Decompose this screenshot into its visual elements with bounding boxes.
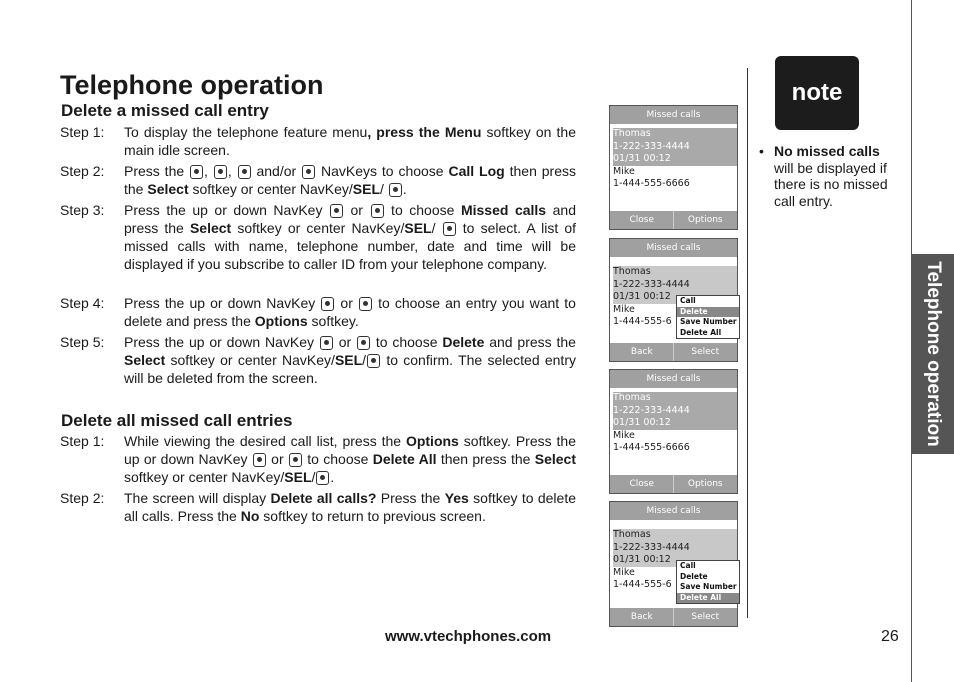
phone-screen-missed-calls [609,369,738,494]
step-label: Step 5: [60,334,105,350]
navkey-up-icon [190,165,203,179]
navkey-down-icon [289,453,302,467]
softkey-bar [610,211,737,229]
step [60,294,576,330]
step-label: Step 1: [60,124,105,140]
step-label: Step 2: [60,490,105,506]
step [60,333,576,387]
softkey-right[interactable]: Options [673,475,738,493]
softkey-bar [610,343,737,361]
navkey-down-icon [214,165,227,179]
softkey-left[interactable]: Close [629,479,655,489]
softkey-bar [610,475,737,493]
note-icon: note [775,56,859,130]
options-menu [676,560,740,604]
navkey-left-icon [238,165,251,179]
step-text: To display the telephone feature menu, press the Menu softkey on the main idle screen. [124,124,576,158]
section-heading-delete-all: Delete all missed call entries [61,411,293,430]
phone-screen-missed-calls [609,105,738,230]
phone-screen-options-menu [609,238,738,362]
navkey-up-icon [321,297,334,311]
menu-item[interactable]: Save Number [680,582,737,591]
list-item: Mike 1-444-555-6 [613,566,672,590]
screen-header: Missed calls [610,106,737,124]
menu-item-selected[interactable]: Delete [677,307,739,318]
step [60,489,576,525]
softkey-right[interactable]: Select [673,343,738,361]
menu-item[interactable]: Call [680,296,696,305]
navkey-up-icon [320,336,333,350]
list-item: Mike 1-444-555-6666 [613,429,690,453]
softkey-bar [610,608,737,626]
step-text: Press the , , and/or NavKeys to choose Call Log then press the Select softkey or center NavKey/SEL/ . [124,163,576,197]
section-heading-delete-entry: Delete a missed call entry [61,101,269,120]
step [60,162,576,198]
step-text: While viewing the desired call list, press the Options softkey. Press the up or down NavKey or to choose Delete All then press the Select softkey or center NavKey/SEL/ . [124,433,576,485]
step-text: The screen will display Delete all calls? Press the Yes softkey to delete all calls. Press the No softkey to return to previous screen. [124,490,576,524]
softkey-left[interactable]: Back [630,347,653,357]
navkey-down-icon [359,297,372,311]
list-item: Mike 1-444-555-6 [613,303,672,327]
navkey-down-icon [357,336,370,350]
navkey-up-icon [253,453,266,467]
center-navkey-icon [443,222,456,236]
menu-item[interactable]: Save Number [680,317,737,326]
step [60,201,576,273]
page-title: Telephone operation [60,70,324,100]
footer-url: www.vtechphones.com [385,628,552,645]
navkey-down-icon [371,204,384,218]
screen-header: Missed calls [610,239,737,257]
menu-item-selected[interactable]: Delete All [677,593,739,604]
step-text: Press the up or down NavKey or to choose Delete and press the Select softkey or center NavKey/SEL/ to confirm. The selected entry will be deleted from the screen. [124,334,576,386]
list-item: Mike 1-444-555-6666 [613,165,690,189]
page-number: 26 [881,628,899,645]
softkey-right[interactable]: Select [673,608,738,626]
menu-item[interactable]: Delete [680,571,708,581]
softkey-left[interactable]: Close [629,215,655,225]
step-label: Step 4: [60,295,105,311]
side-tab [911,254,954,454]
side-tab-label: Telephone operation [923,261,944,447]
screen-body [613,128,737,191]
step-label: Step 2: [60,163,105,179]
screen-header: Missed calls [610,502,737,520]
step-label: Step 1: [60,433,105,449]
phone-screen-options-menu [609,501,738,627]
center-navkey-icon [367,354,380,368]
step [60,432,576,486]
list-item-selected: Thomas 1-222-333-4444 01/31 00:12 [613,529,737,567]
center-navkey-icon [389,183,402,197]
softkey-right[interactable]: Options [673,211,738,229]
menu-item[interactable]: Delete All [680,327,722,337]
softkey-left[interactable]: Back [630,612,653,622]
screen-header: Missed calls [610,370,737,388]
divider [747,68,748,618]
list-item-selected: Thomas 1-222-333-4444 01/31 00:12 [613,392,737,430]
step-label: Step 3: [60,202,105,218]
screen-body [613,392,737,455]
list-item-selected: Thomas 1-222-333-4444 01/31 00:12 [613,266,737,304]
list-item-selected: Thomas 1-222-333-4444 01/31 00:12 [613,128,737,166]
navkey-right-icon [302,165,315,179]
step [60,123,576,159]
center-navkey-icon [316,471,329,485]
bullet: • [759,143,764,159]
options-menu [676,295,740,339]
step-text: Press the up or down NavKey or to choose Missed calls and press the Select softkey or center NavKey/SEL/ to select. A list of missed calls with name, telephone number, date and time will be displayed if you subscribe to caller ID from your telephone company. [124,202,577,272]
step-text: Press the up or down NavKey or to choose an entry you want to delete and press the Options softkey. [124,295,576,329]
note-text: • No missed calls will be displayed if there is no missed call entry. [759,143,888,209]
navkey-up-icon [330,204,343,218]
menu-item[interactable]: Call [680,561,696,570]
